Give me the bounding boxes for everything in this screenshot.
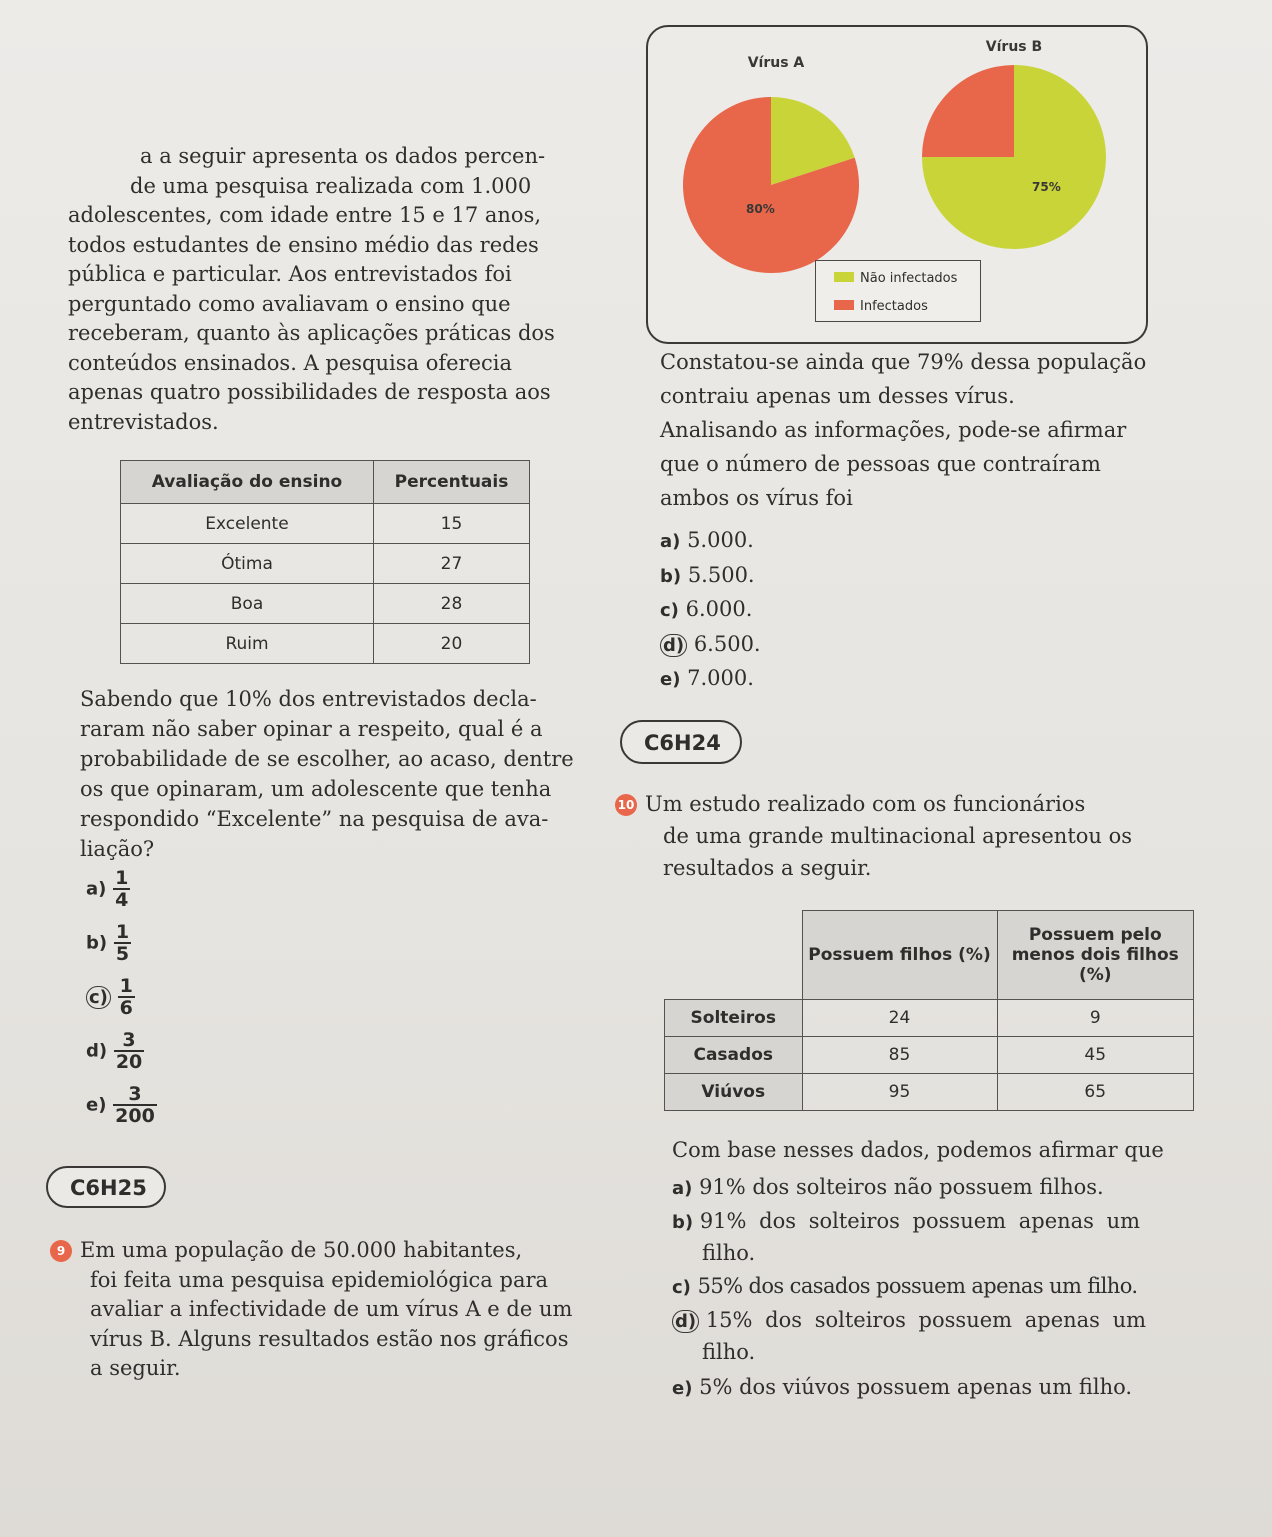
intro-line: pública e particular. Aos entrevistados foi — [68, 262, 512, 286]
question-number: 9 — [50, 1240, 72, 1262]
question-line: vírus B. Alguns resultados estão nos gráficos — [90, 1326, 569, 1351]
question-line: Analisando as informações, pode-se afirmar — [660, 418, 1127, 442]
numerator: 3 — [113, 1084, 157, 1106]
option-a[interactable] — [660, 524, 761, 559]
option-letter: a) — [672, 1178, 693, 1199]
table-cell: 45 — [997, 1037, 1194, 1074]
numerator: 1 — [119, 975, 133, 997]
option-text: 5.500. — [687, 562, 755, 587]
legend-label: Infectados — [860, 299, 928, 314]
question-line: respondido “Excelente” na pesquisa de ava- — [80, 807, 549, 831]
option-letter: d) — [86, 1040, 108, 1062]
question-line: de uma grande multinacional apresentou os — [663, 824, 1133, 848]
option-letter: c) — [672, 1277, 691, 1298]
option-text: 5% dos viúvos possuem apenas um filho. — [699, 1375, 1133, 1399]
table-row — [665, 1074, 1194, 1111]
question-line: resultados a seguir. — [663, 856, 872, 880]
question-8-text — [80, 684, 600, 864]
chart-title-virus-b: Vírus B — [985, 39, 1043, 55]
table-cell: 15 — [374, 504, 530, 544]
intro-line: apenas quatro possibilidades de resposta aos — [68, 380, 551, 404]
table-cell: 24 — [802, 1000, 997, 1037]
table-row-header: Solteiros — [665, 1000, 803, 1037]
legend-label: Não infectados — [860, 271, 958, 286]
option-a[interactable] — [86, 868, 130, 910]
question-number: 10 — [615, 794, 637, 816]
option-text: 6.500. — [693, 631, 761, 656]
denominator: 200 — [115, 1105, 155, 1127]
question-line: Constatou-se ainda que 79% dessa população — [660, 350, 1147, 374]
question-9-text — [50, 1236, 610, 1384]
option-text: 91% dos solteiros não possuem filhos. — [699, 1175, 1104, 1199]
intro-line: perguntado como avaliavam o ensino que — [68, 291, 511, 316]
numerator: 3 — [114, 1030, 144, 1052]
option-d[interactable] — [86, 1030, 144, 1072]
fraction — [114, 922, 131, 964]
table-row-header: Casados — [665, 1037, 803, 1074]
option-b[interactable] — [86, 922, 131, 964]
option-letter: a) — [660, 531, 681, 552]
question-line-text: Um estudo realizado com os funcionários — [645, 792, 1086, 816]
fraction — [114, 1030, 144, 1072]
table-row-header: Viúvos — [665, 1074, 803, 1111]
intro-line: a a seguir apresenta os dados percen- — [140, 144, 546, 168]
question-line: avaliar a infectividade de um vírus A e de um — [90, 1297, 573, 1321]
pie-label-virus-a: 80% — [746, 202, 775, 216]
option-letter: e) — [672, 1378, 693, 1399]
question-10-text — [615, 788, 1205, 884]
table-header: Possuem pelo menos dois filhos (%) — [997, 911, 1194, 1000]
fraction — [113, 868, 130, 910]
chart-title-virus-a: Vírus A — [747, 55, 805, 71]
pie-label-virus-b: 75% — [1032, 180, 1061, 194]
denominator: 4 — [115, 889, 129, 911]
pie-slice-infectados — [922, 65, 1014, 157]
denominator: 5 — [115, 943, 130, 965]
option-b[interactable] — [672, 1206, 1202, 1269]
legend-item — [834, 299, 928, 314]
table-row — [665, 1037, 1194, 1074]
q9-options — [660, 524, 761, 697]
table-cell: 85 — [802, 1037, 997, 1074]
option-letter: b) — [660, 565, 682, 587]
intro-line: adolescentes, com idade entre 15 e 17 anos, — [68, 203, 542, 227]
table-row — [121, 544, 530, 584]
intro-line: receberam, quanto às aplicações práticas dos — [68, 321, 555, 345]
option-e[interactable] — [660, 662, 761, 697]
option-e[interactable] — [672, 1372, 1202, 1404]
table-cell: 20 — [374, 624, 530, 664]
option-d[interactable] — [672, 1305, 1202, 1368]
table-row — [121, 584, 530, 624]
intro-line: entrevistados. — [68, 409, 219, 434]
question-line: ambos os vírus foi — [660, 486, 853, 510]
fraction — [118, 976, 135, 1018]
question-line: os que opinaram, um adolescente que tenha — [80, 777, 552, 801]
question-9-continuation — [660, 345, 1200, 515]
table-cell: 9 — [997, 1000, 1194, 1037]
table-corner — [665, 911, 803, 1000]
denominator: 6 — [119, 997, 133, 1019]
table-row — [665, 1000, 1194, 1037]
option-letter: e) — [86, 1094, 107, 1116]
option-e[interactable] — [86, 1084, 157, 1126]
table-cell: Excelente — [121, 504, 374, 544]
question-line — [50, 1236, 610, 1266]
table-cell: 27 — [374, 544, 530, 584]
numerator: 1 — [115, 921, 130, 943]
option-letter: e) — [660, 669, 681, 690]
option-letter: d) — [660, 634, 687, 657]
table-row — [121, 504, 530, 544]
pie-virus-b — [922, 65, 1106, 249]
table-header: Percentuais — [374, 461, 530, 504]
question-line: contraiu apenas um desses vírus. — [660, 384, 1015, 408]
option-b[interactable] — [660, 559, 761, 594]
fraction — [113, 1084, 157, 1126]
table-cell: Ótima — [121, 544, 374, 584]
question-line — [615, 788, 1205, 820]
table-header: Possuem filhos (%) — [802, 911, 997, 1000]
table-cell: 95 — [802, 1074, 997, 1111]
pie-virus-a — [683, 97, 859, 273]
intro-paragraph — [68, 142, 588, 437]
option-text: 6.000. — [685, 597, 753, 621]
option-c[interactable] — [660, 593, 761, 628]
legend-item — [834, 271, 957, 286]
option-text: 55% dos casados possuem apenas um filho. — [697, 1274, 1138, 1298]
question-line: raram não saber opinar a respeito, qual é a — [80, 717, 543, 741]
question-line: a seguir. — [90, 1356, 181, 1380]
intro-line: conteúdos ensinados. A pesquisa oferecia — [68, 350, 513, 375]
table-cell: Ruim — [121, 624, 374, 664]
skill-code-badge: C6H24 — [620, 720, 742, 764]
chart-legend — [815, 260, 981, 322]
option-a[interactable] — [672, 1172, 1202, 1204]
option-c[interactable] — [86, 976, 135, 1018]
question-line: foi feita uma pesquisa epidemiológica para — [90, 1267, 549, 1292]
denominator: 20 — [115, 1051, 143, 1073]
option-text: 91% dos solteiros possuem apenas um filho. — [699, 1209, 1141, 1265]
option-text: 5.000. — [687, 528, 754, 552]
legend-swatch — [834, 272, 854, 282]
table-cell: Boa — [121, 584, 374, 624]
legend-swatch — [834, 300, 854, 310]
option-text: 15% dos solteiros possuem apenas um filho. — [702, 1308, 1147, 1364]
option-d[interactable] — [660, 628, 761, 663]
option-letter: c) — [660, 600, 679, 621]
option-c[interactable] — [672, 1271, 1202, 1303]
question-line: probabilidade de se escolher, ao acaso, dentre — [80, 747, 574, 771]
question-line: que o número de pessoas que contraíram — [660, 452, 1101, 476]
option-letter: b) — [86, 932, 108, 954]
option-letter: d) — [672, 1310, 699, 1333]
intro-line: de uma pesquisa realizada com 1.000 — [130, 173, 532, 198]
skill-code-badge: C6H25 — [46, 1166, 166, 1208]
option-letter: b) — [672, 1212, 694, 1233]
table-header: Avaliação do ensino — [121, 461, 374, 504]
numerator: 1 — [115, 867, 129, 889]
question-line: Sabendo que 10% dos entrevistados decla- — [80, 687, 537, 711]
question-line-text: Em uma população de 50.000 habitantes, — [80, 1238, 523, 1262]
table-row — [121, 624, 530, 664]
option-letter: c) — [86, 986, 111, 1009]
option-letter: a) — [86, 878, 107, 900]
question-10-prompt: Com base nesses dados, podemos afirmar que — [672, 1138, 1164, 1162]
q10-options — [672, 1172, 1202, 1404]
intro-line: todos estudantes de ensino médio das redes — [68, 232, 539, 257]
question-line: liação? — [80, 837, 155, 861]
evaluation-table — [120, 460, 530, 664]
option-text: 7.000. — [687, 666, 754, 690]
table-cell: 65 — [997, 1074, 1194, 1111]
table-cell: 28 — [374, 584, 530, 624]
employees-table — [664, 910, 1194, 1111]
